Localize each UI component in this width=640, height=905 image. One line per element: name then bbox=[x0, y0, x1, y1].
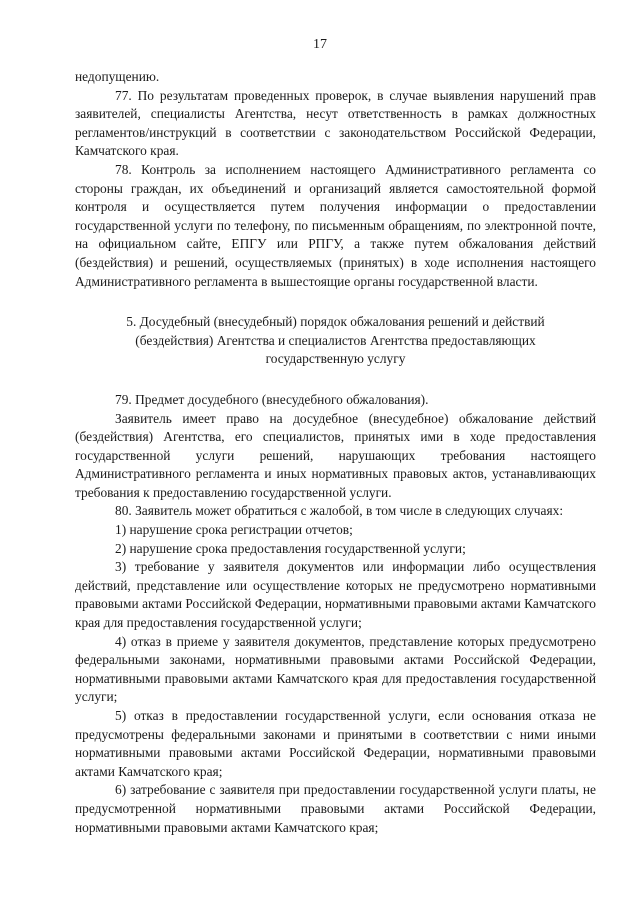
list-item: 2) нарушение срока предоставления государственной услуги; bbox=[115, 540, 466, 556]
list-item: 3) требование у заявителя документов или информации либо осуществления действий, представление или осуществление которых не предусмотрено нормативными правовыми актами Российской Федерации, нормативными правовыми актами Камчатского края для предоставления государственной услуги; bbox=[75, 559, 596, 631]
list-item: 4) отказ в приеме у заявителя документов, представление которых предусмотрено федеральными законами, нормативными правовыми актами Российской Федерации, нормативными правовыми актами Камчатского края для предоставления государственной услуги; bbox=[75, 633, 596, 705]
paragraph: Заявитель имеет право на досудебное (внесудебное) обжалование действий (бездействия) Агентства, его специалистов, принятых ими в ходе предоставления государственной услуги решений, нарушающих требования настоящего Административного регламента и иных нормативных правовых актов, устанавливающих требования к предоставлению государственной услуги. bbox=[75, 410, 596, 500]
list-item: 5) отказ в предоставлении государственной услуги, если основания отказа не предусмотрены федеральными законами и принятыми в соответствии с ними иными нормативными правовыми актами Российской Федерации, нормативными правовыми актами Камчатского края; bbox=[75, 708, 596, 779]
paragraph: недопущению. bbox=[75, 69, 160, 84]
paragraph: 78. Контроль за исполнением настоящего Административного регламента со стороны граждан, их объединений и организаций является самостоятельной формой контроля и осуществляется путем получения информации о предоставлении государственной услуги по телефону, по письменным обращениям, по электронной почте, на официальном сайте, ЕПГУ или РПГУ, а также путем обжалования действий (бездействия) и решений, осуществляемых (принятых) в ходе исполнения настоящего Административного регламента в вышестоящие органы государственной власти. bbox=[75, 161, 596, 289]
section-heading: 5. Досудебный (внесудебный) порядок обжалования решений и действий (бездействия) Агентства и специалистов Агентства предоставляющих государственную услугу bbox=[126, 314, 545, 367]
paragraph: 79. Предмет досудебного (внесудебного обжалования). bbox=[115, 391, 429, 407]
paragraph: 77. По результатам проведенных проверок, в случае выявления нарушений прав заявителей, специалисты Агентства, несут ответственность в рамках должностных регламентов/инструкций в соответствии с законодательством Российской Федерации, Камчатского края. bbox=[75, 87, 596, 159]
list-item: 1) нарушение срока регистрации отчетов; bbox=[115, 522, 353, 538]
page-number: 17 bbox=[313, 37, 327, 52]
list-item: 6) затребование с заявителя при предоставлении государственной услуги платы, не предусмотренной нормативными правовыми актами Российской Федерации, нормативными правовыми актами Камчатского края; bbox=[75, 782, 596, 835]
paragraph: 80. Заявитель может обратиться с жалобой, в том числе в следующих случаях: bbox=[115, 503, 564, 519]
document-body bbox=[75, 68, 596, 837]
